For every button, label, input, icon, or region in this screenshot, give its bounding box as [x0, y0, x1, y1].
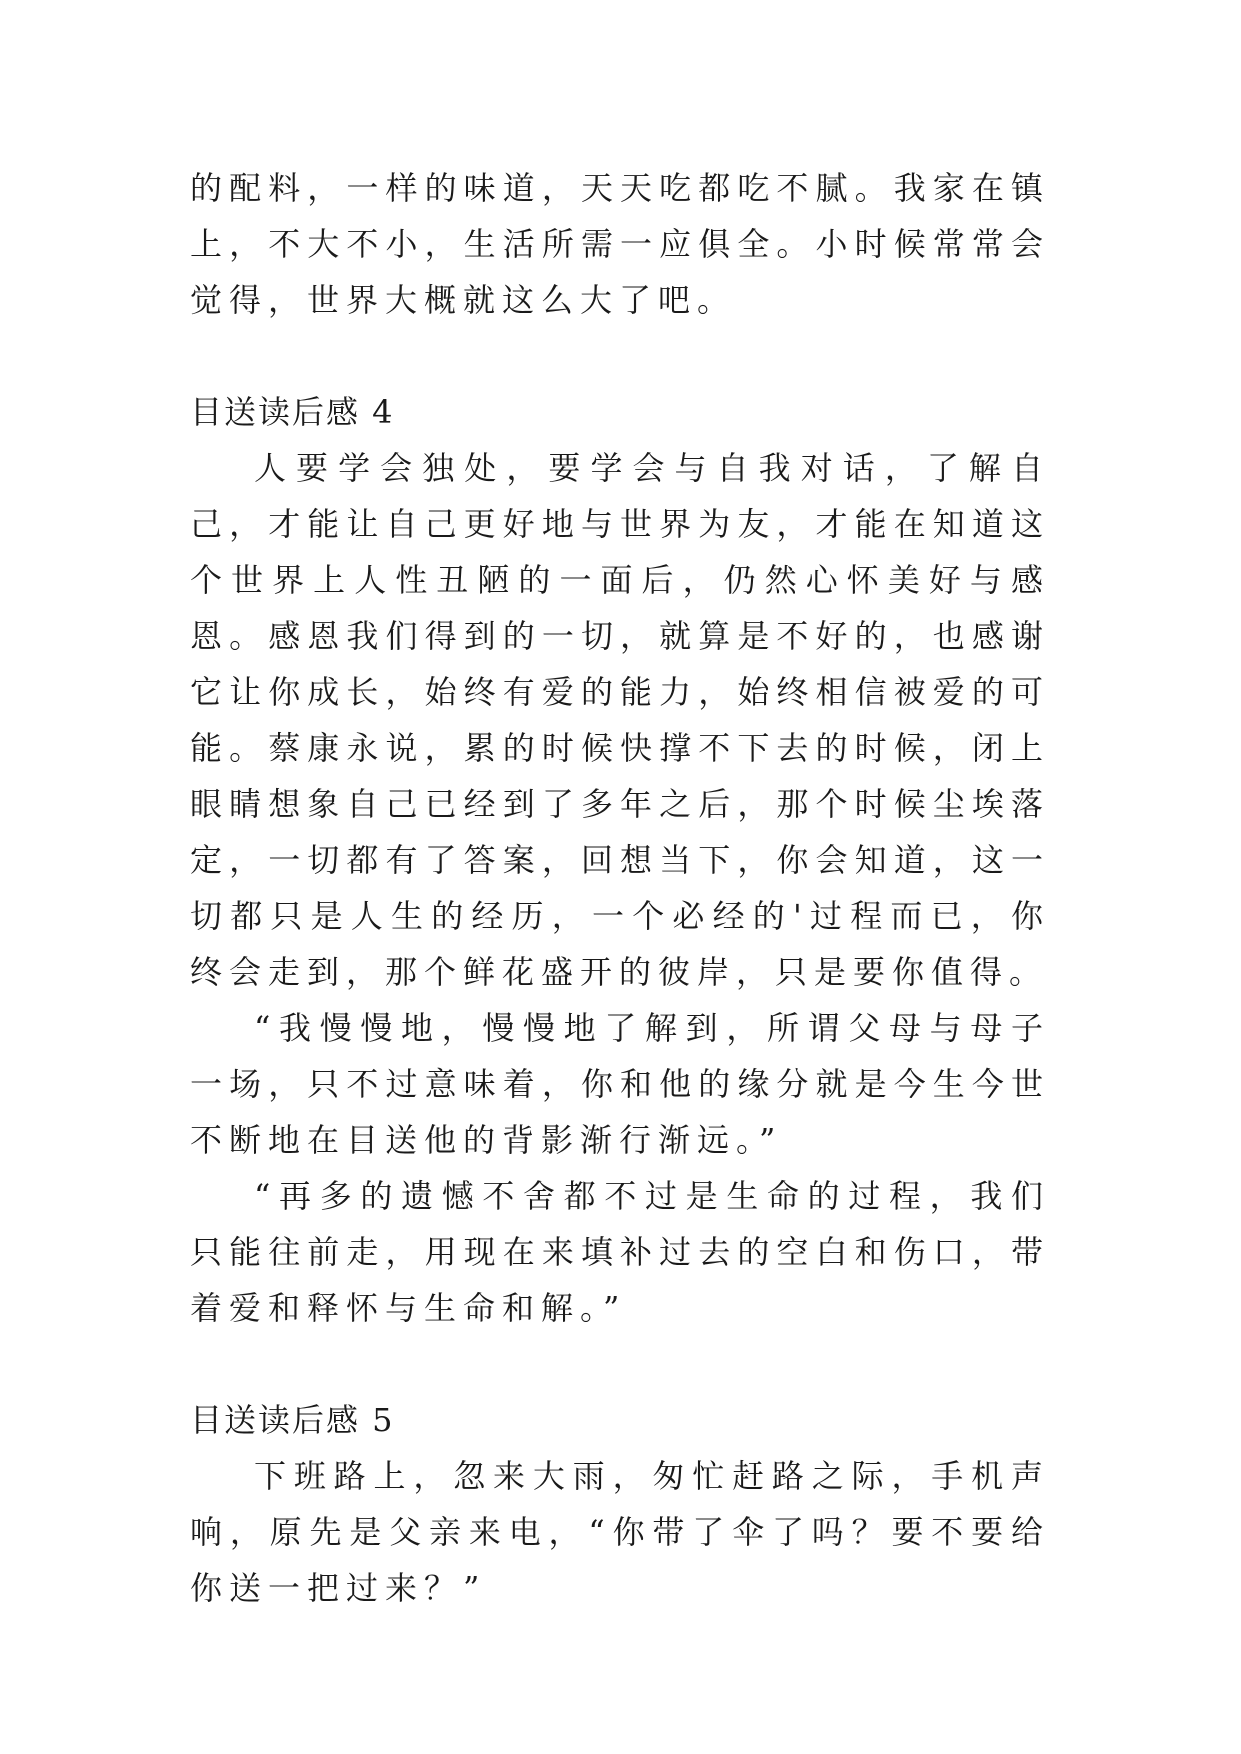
- section-4-paragraph-1: 人要学会独处，要学会与自我对话，了解自己，才能让自己更好地与世界为友，才能在知道这个世界上人性丑陋的一面后，仍然心怀美好与感恩。感恩我们得到的一切，就算是不好的，也感谢它让你成长，始终有爱的能力，始终相信被爱的可能。蔡康永说，累的时候快撑不下去的时候，闭上眼睛想象自己已经到了多年之后，那个时候尘埃落定，一切都有了答案，回想当下，你会知道，这一切都只是人生的经历，一个必经的'过程而已，你终会走到，那个鲜花盛开的彼岸，只是要你值得。: [190, 449, 1050, 991]
- section-4-paragraph-3: “再多的遗憾不舍都不过是生命的过程，我们只能往前走，用现在来填补过去的空白和伤口，带着爱和释怀与生命和解。”: [190, 1177, 1050, 1327]
- section-4-title: 目送读后感 4: [190, 393, 395, 431]
- section-5-title: 目送读后感 5: [190, 1401, 395, 1439]
- section-5-paragraph-1: 下班路上，忽来大雨，匆忙赶路之际，手机声响，原先是父亲来电，“你带了伞了吗？要不要给你送一把过来？”: [190, 1457, 1050, 1607]
- document-body: [190, 160, 1050, 1616]
- section-4-paragraph-2: “我慢慢地，慢慢地了解到，所谓父母与母子一场，只不过意味着，你和他的缘分就是今生今世不断地在目送他的背影渐行渐远。”: [190, 1009, 1050, 1159]
- intro-paragraph: 的配料，一样的味道，天天吃都吃不腻。我家在镇上，不大不小，生活所需一应俱全。小时候常常会觉得，世界大概就这么大了吧。: [190, 169, 1050, 319]
- section-gap: [190, 1336, 1050, 1392]
- section-gap: [190, 328, 1050, 384]
